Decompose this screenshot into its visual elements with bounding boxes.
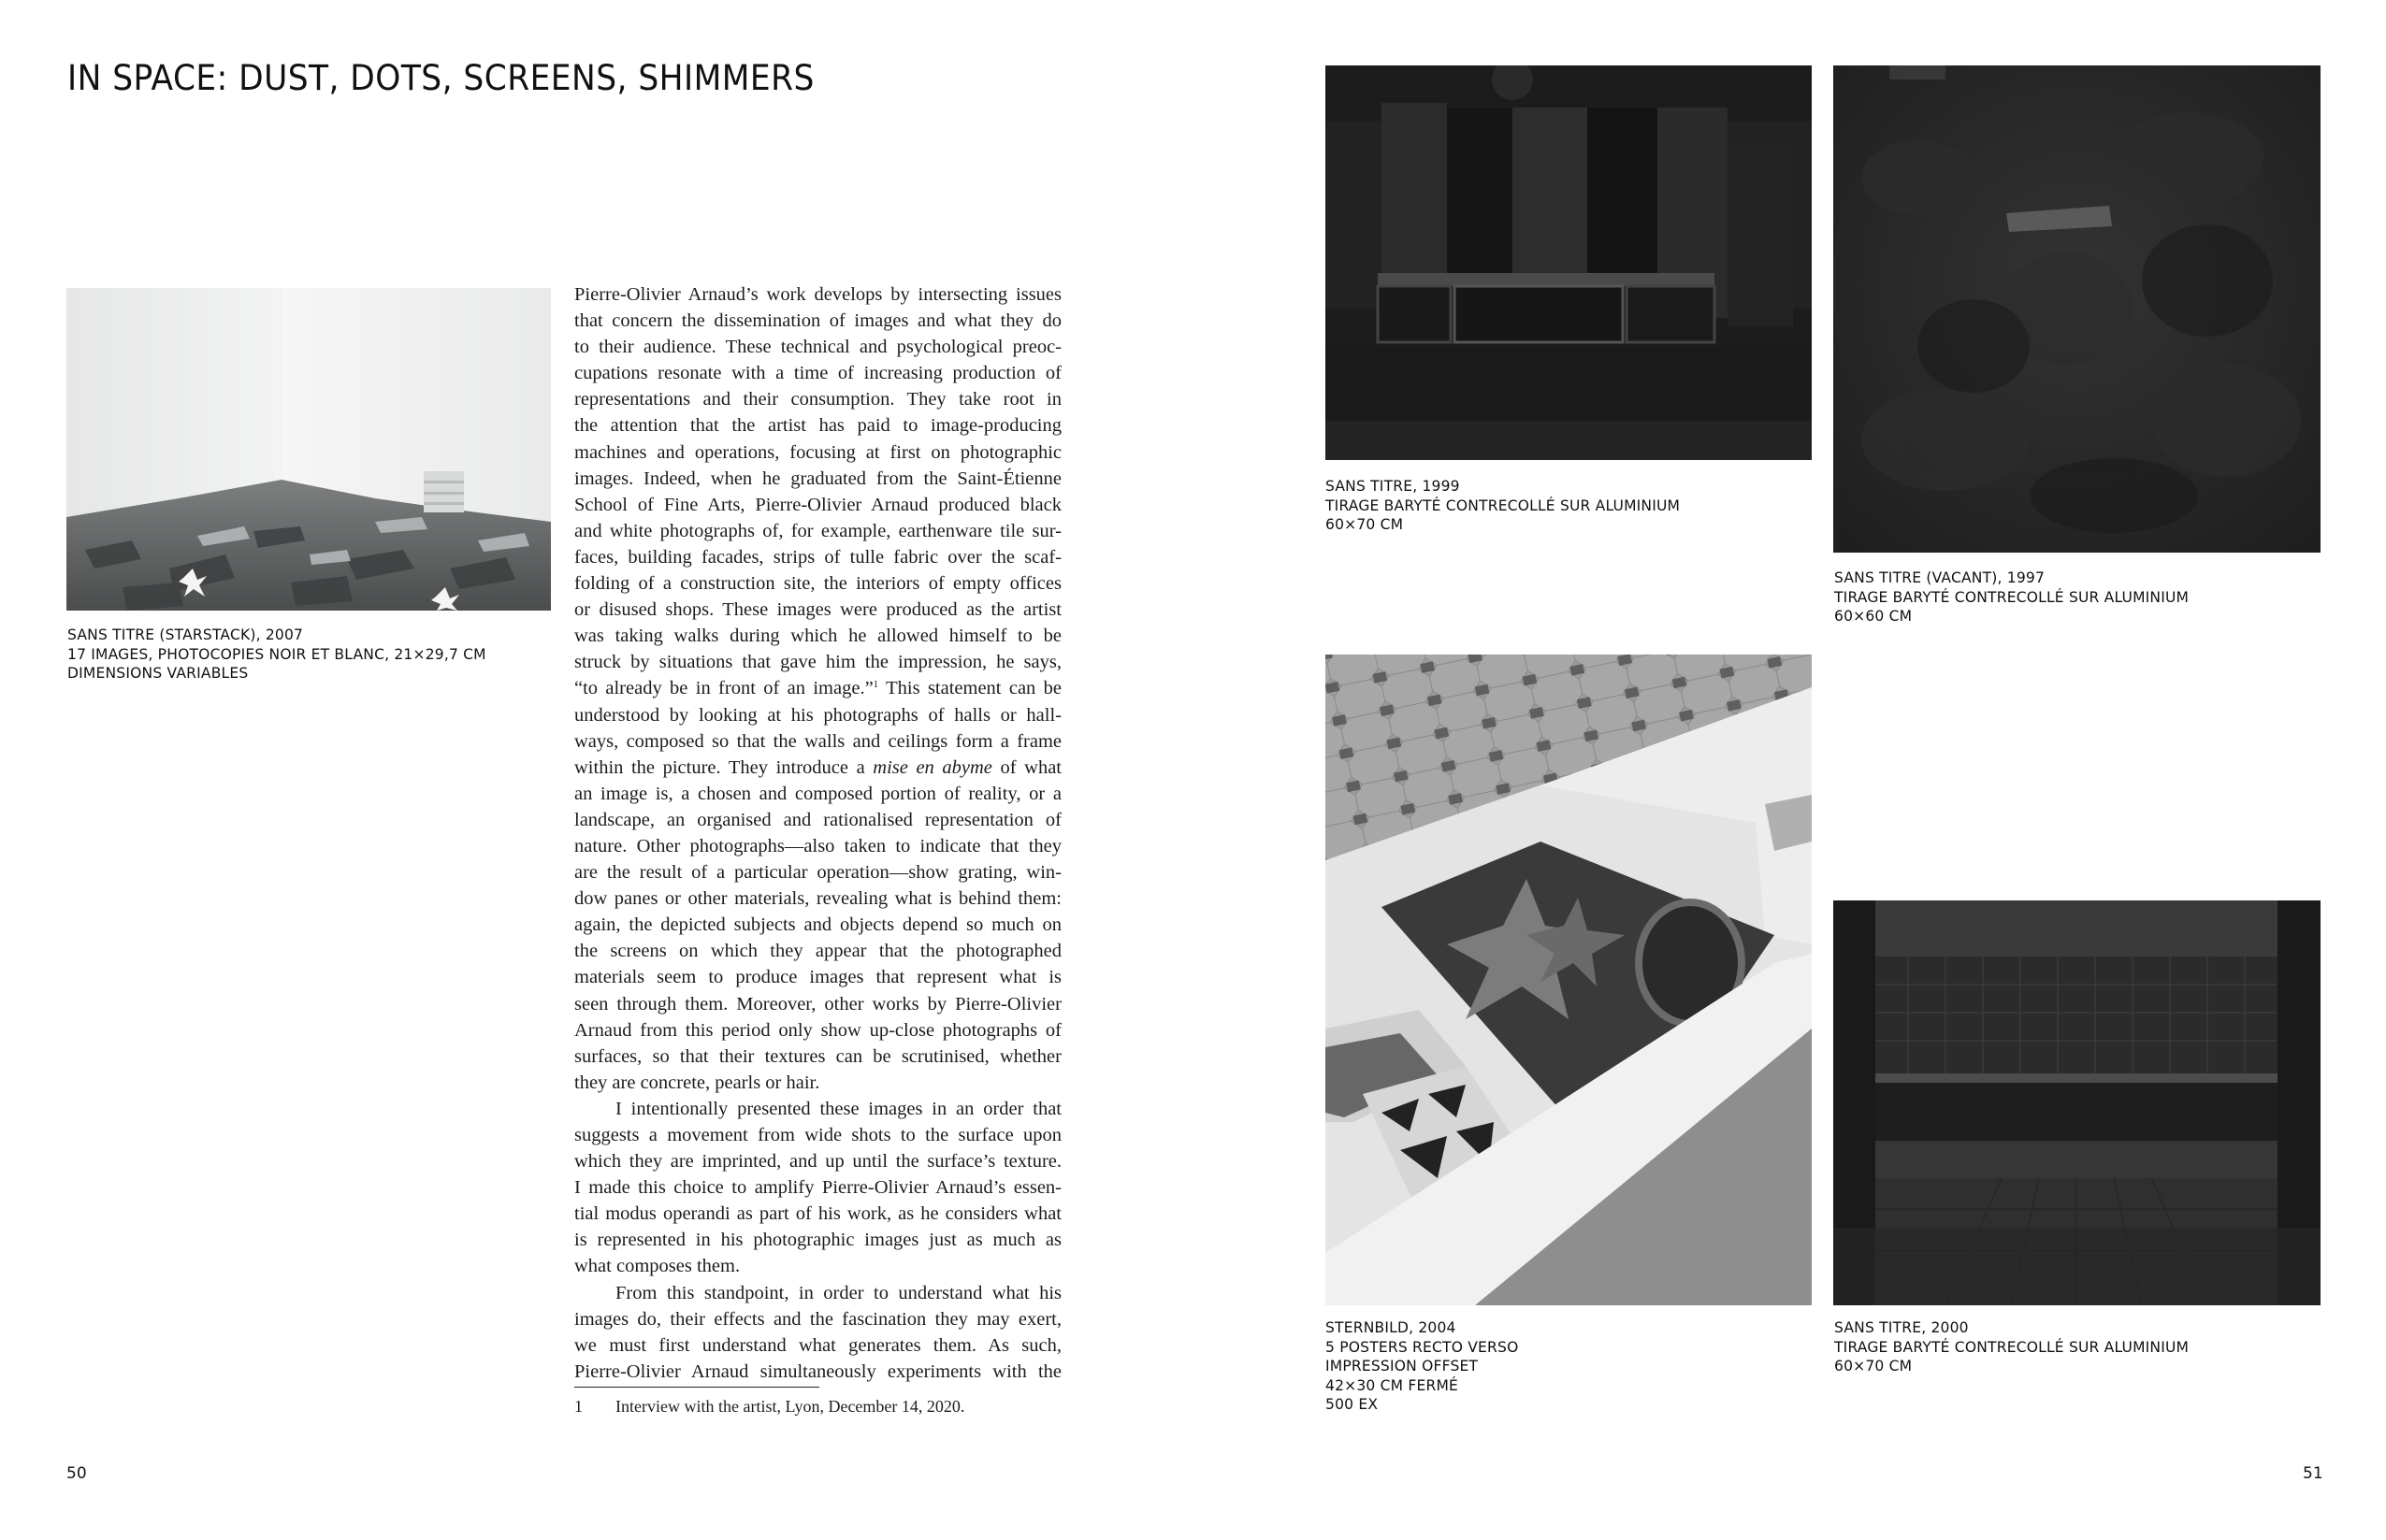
body-line-text: “to already be in front of an image.”: [574, 678, 874, 699]
caption-sternbild-2004: [1325, 1318, 1525, 1415]
body-line-text: landscape, an organised and rationalised representation of: [574, 809, 1062, 830]
caption-sans-titre-1999: [1325, 477, 1691, 535]
body-line: [574, 1174, 1062, 1201]
body-line-text: that concern the dissemination of images and what they do: [574, 310, 1062, 332]
body-line: [574, 781, 1062, 807]
body-line-text: cupations resonate with a time of increasing production of: [574, 363, 1062, 384]
photo-sans-titre-1999: [1325, 65, 1812, 460]
body-line: [574, 1070, 1062, 1096]
caption-line: SANS TITRE (STARSTACK), 2007: [67, 626, 304, 643]
body-line-text: and white photographs of, for example, earthenware tile sur-: [574, 520, 1062, 541]
caption-line: DIMENSIONS VARIABLES: [67, 664, 249, 682]
footnote-rule: [574, 1387, 819, 1388]
body-line-text: Pierre-Olivier Arnaud’s work develops by intersecting issues: [574, 284, 1062, 305]
photo-sternbild-2004: [1325, 655, 1812, 1305]
footnote-text: Interview with the artist, Lyon, December 14, 2020.: [615, 1397, 965, 1416]
courtyard-building-image: [1833, 900, 2321, 1305]
body-line-text: I intentionally presented these images in an order that: [615, 1098, 1062, 1119]
body-line-text: we must first understand what generates them. As such,: [574, 1334, 1062, 1356]
body-line-text: or disused shops. These images were produced as the artist: [574, 599, 1062, 621]
sternbild-posters-image: [1325, 655, 1812, 1305]
italic-phrase: mise en abyme: [873, 756, 992, 778]
body-line: [574, 386, 1062, 412]
body-line: [574, 1201, 1062, 1227]
body-line: [574, 492, 1062, 518]
caption-line: SANS TITRE, 2000: [1834, 1318, 1969, 1336]
body-line-text: the attention that the artist has paid to image-producing: [574, 415, 1062, 437]
body-line: [574, 1332, 1062, 1359]
body-line-text: an image is, a chosen and composed portion of reality, or a: [574, 783, 1062, 804]
body-line: [574, 1227, 1062, 1253]
caption-line: 60×70 CM: [1834, 1357, 1913, 1374]
body-line-text: tial modus operandi as part of his work, as he considers what: [574, 1203, 1062, 1225]
body-line-text: they are concrete, pearls or hair.: [574, 1072, 820, 1093]
caption-line: TIRAGE BARYTÉ CONTRECOLLÉ SUR ALUMINIUM: [1834, 1337, 2190, 1356]
body-line: [574, 807, 1062, 833]
caption-line: 60×60 CM: [1834, 607, 1913, 625]
caption-line: 60×70 CM: [1325, 515, 1404, 533]
body-line-text: the screens on which they appear that the photographed: [574, 941, 1062, 962]
body-line-text: ways, composed so that the walls and ceilings form a frame: [574, 730, 1062, 752]
caption-line: 42×30 CM FERMÉ: [1325, 1375, 1459, 1394]
body-line: [574, 518, 1062, 544]
body-line: [574, 1017, 1062, 1043]
body-line-text: representations and their consumption. They take root in: [574, 389, 1062, 410]
caption-starstack: [67, 626, 499, 684]
body-line: [574, 570, 1062, 597]
photo-starstack: [66, 288, 551, 611]
vacant-foliage-image: [1833, 65, 2321, 553]
body-line: [574, 755, 1062, 781]
chapter-title: IN SPACE: DUST, DOTS, SCREENS, SHIMMERS: [67, 58, 815, 98]
body-line-text: was taking walks during which he allowed himself to be: [574, 626, 1062, 647]
body-line: [574, 833, 1062, 859]
body-line: [574, 728, 1062, 755]
body-line: [574, 360, 1062, 386]
body-line-text: struck by situations that gave him the impression, he says,: [574, 652, 1062, 673]
body-line-text: machines and operations, focusing at first on photographic: [574, 441, 1062, 463]
caption-line: 5 POSTERS RECTO VERSO: [1325, 1337, 1519, 1356]
caption-line: TIRAGE BARYTÉ CONTRECOLLÉ SUR ALUMINIUM: [1325, 496, 1681, 514]
body-line-text: is represented in his photographic images just as much as: [574, 1230, 1062, 1251]
footnote-reference[interactable]: 1: [873, 679, 879, 691]
body-line: [574, 1306, 1062, 1332]
body-line-text: images do, their effects and the fascination they may exert,: [574, 1308, 1062, 1330]
body-line-text: are the result of a particular operation—show grating, win-: [574, 862, 1062, 884]
body-line: [574, 1122, 1062, 1148]
body-line: [574, 281, 1062, 308]
caption-line: STERNBILD, 2004: [1325, 1318, 1456, 1336]
body-line: [574, 912, 1062, 938]
body-line-text: suggests a movement from wide shots to the surface upon: [574, 1125, 1062, 1145]
body-line-text: School of Fine Arts, Pierre-Olivier Arnaud produced black: [574, 494, 1062, 515]
body-line-text: which they are imprinted, and up until the surface’s texture.: [574, 1151, 1062, 1173]
body-line-text: to their audience. These technical and psychological preoc-: [574, 337, 1062, 358]
body-line-text: Arnaud from this period only show up-close photographs of: [574, 1019, 1062, 1041]
caption-line: SANS TITRE, 1999: [1325, 477, 1460, 495]
body-line: [574, 1253, 1062, 1279]
page-number-left: 50: [66, 1464, 87, 1483]
body-line: [574, 1280, 1062, 1306]
caption-line: 500 EX: [1325, 1395, 1379, 1413]
body-line-text: again, the depicted subjects and objects depend so much on: [574, 914, 1062, 936]
photo-sans-titre-2000: [1833, 900, 2321, 1305]
caption-line: TIRAGE BARYTÉ CONTRECOLLÉ SUR ALUMINIUM: [1834, 587, 2190, 606]
caption-line: IMPRESSION OFFSET: [1325, 1357, 1479, 1374]
body-line: [574, 308, 1062, 334]
body-line: [574, 597, 1062, 623]
body-line: [574, 439, 1062, 466]
body-line-text: I made this choice to amplify Pierre-Olivier Arnaud’s essen-: [574, 1177, 1062, 1199]
body-line-text: faces, building facades, strips of tulle fabric over the scaf-: [574, 546, 1062, 568]
body-line: [574, 675, 1062, 701]
body-line-text: within the picture. They introduce a: [574, 756, 874, 778]
body-line: [574, 544, 1062, 570]
footnote-number: 1: [574, 1397, 583, 1416]
body-line-text: of what: [991, 756, 1062, 778]
body-line: [574, 1359, 1062, 1385]
caption-line: 17 IMAGES, PHOTOCOPIES NOIR ET BLANC, 21×29,7 CM: [67, 644, 486, 663]
body-line-text: seen through them. Moreover, other works by Pierre-Olivier: [574, 993, 1062, 1015]
essay-body-text: [574, 281, 1062, 1385]
caption-sans-titre-vacant-1997: [1834, 569, 2200, 626]
dark-shop-interior-image: [1325, 65, 1812, 460]
body-line-text: nature. Other photographs—also taken to indicate that they: [574, 835, 1062, 856]
photo-sans-titre-vacant-1997: [1833, 65, 2321, 553]
caption-sans-titre-2000: [1834, 1318, 2200, 1376]
body-line: [574, 334, 1062, 360]
body-line-text: materials seem to produce images that represent what is: [574, 967, 1062, 988]
body-line: [574, 412, 1062, 439]
body-line: [574, 1043, 1062, 1070]
body-line-text: what composes them.: [574, 1256, 741, 1277]
body-line: [574, 466, 1062, 492]
body-line-text: Pierre-Olivier Arnaud simultaneously experiments with the: [574, 1360, 1062, 1382]
body-line: [574, 623, 1062, 649]
body-line: [574, 991, 1062, 1017]
body-line-text: dow panes or other materials, revealing what is behind them:: [574, 888, 1062, 910]
starstack-installation-image: [66, 288, 551, 611]
body-line-text: folding of a construction site, the interiors of empty offices: [574, 573, 1062, 595]
body-line: [574, 938, 1062, 964]
body-line: [574, 1096, 1062, 1122]
body-line: [574, 859, 1062, 885]
body-line-text: This statement can be: [878, 678, 1062, 699]
body-line-text: surfaces, so that their textures can be scrutinised, whether: [574, 1045, 1062, 1067]
body-line-text: From this standpoint, in order to understand what his: [615, 1282, 1062, 1303]
body-line: [574, 885, 1062, 912]
body-line-text: images. Indeed, when he graduated from the Saint-Étienne: [574, 468, 1062, 489]
body-line-text: understood by looking at his photographs of halls or hall-: [574, 704, 1062, 726]
body-line: [574, 1148, 1062, 1174]
body-line: [574, 702, 1062, 728]
footnote: [574, 1397, 964, 1417]
caption-line: SANS TITRE (VACANT), 1997: [1834, 569, 2046, 586]
body-line: [574, 964, 1062, 990]
page-number-right: 51: [2303, 1464, 2323, 1483]
body-line: [574, 649, 1062, 675]
